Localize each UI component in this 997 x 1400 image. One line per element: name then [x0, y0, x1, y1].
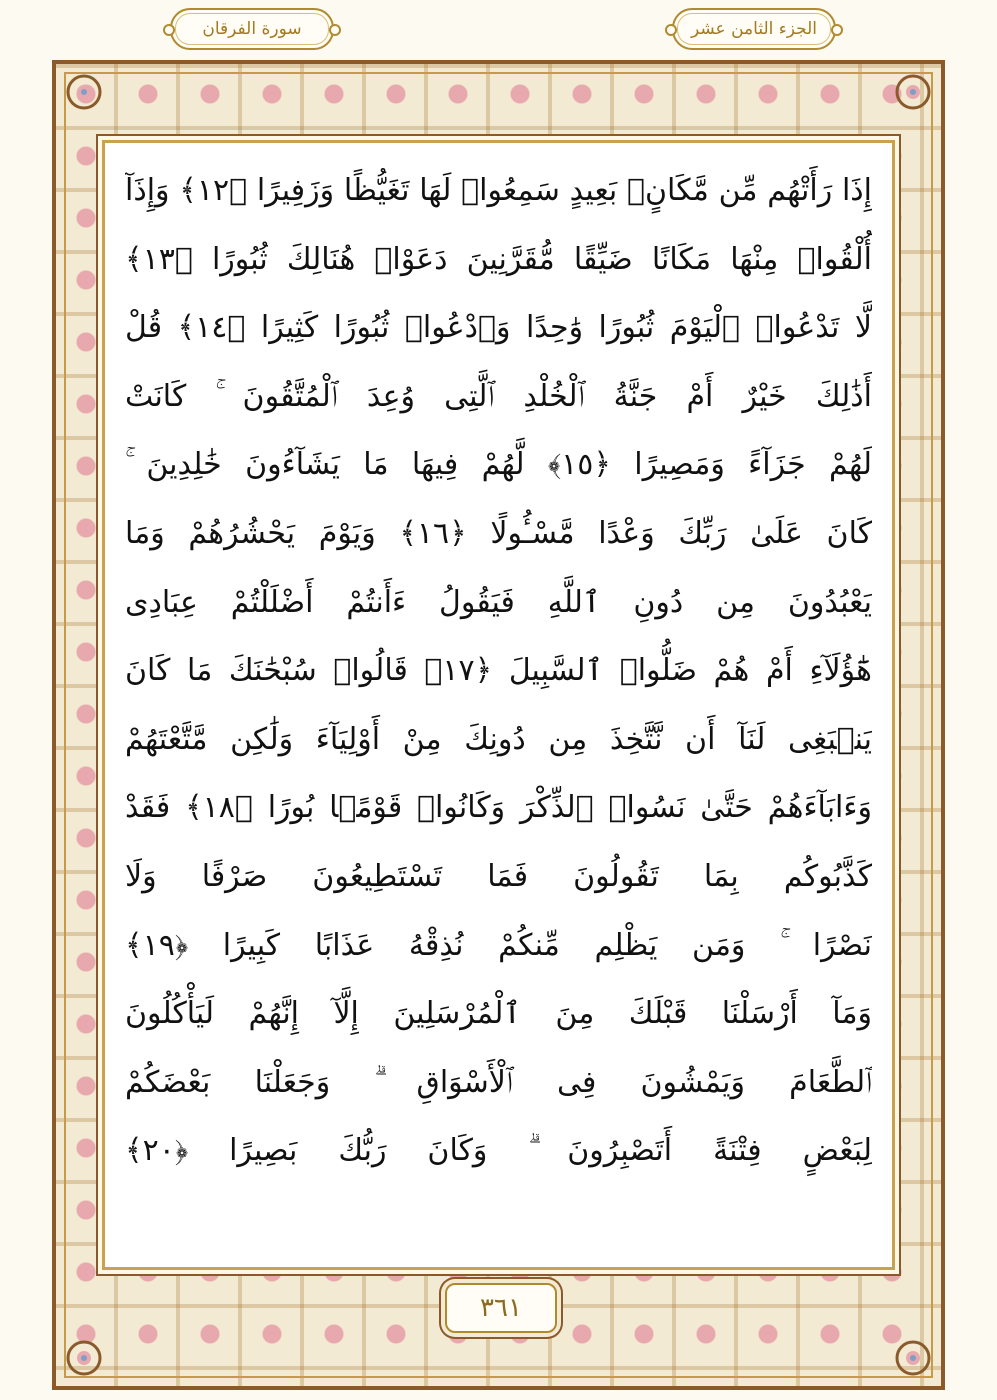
verse-line-7: يَعْبُدُونَ مِن دُونِ ٱللَّهِ فَيَقُولُ ءَأَنتُمْ أَضْلَلْتُمْ عِبَادِى [125, 584, 872, 620]
page-number: ٣٦١ [445, 1283, 557, 1333]
verse-line-9: يَنۢبَغِى لَنَآ أَن نَّتَّخِذَ مِن دُونِكَ مِنْ أَوْلِيَآءَ وَلَٰكِن مَّتَّعْتَهُمْ [125, 721, 872, 757]
verse-line-13: وَمَآ أَرْسَلْنَا قَبْلَكَ مِنَ ٱلْمُرْسَلِينَ إِلَّآ إِنَّهُمْ لَيَأْكُلُونَ [125, 996, 872, 1032]
corner-ornament-icon [891, 70, 935, 114]
verse-line-8: هَٰٓؤُلَآءِ أَمْ هُمْ ضَلُّوا۟ ٱلسَّبِيلَ ﴿١٧﴾ قَالُوا۟ سُبْحَٰنَكَ مَا كَانَ [125, 653, 872, 689]
verse-line-4: أَذَٰلِكَ خَيْرٌ أَمْ جَنَّةُ ٱلْخُلْدِ ٱلَّتِى وُعِدَ ٱلْمُتَّقُونَ ۚ كَانَتْ [125, 378, 872, 414]
surah-name-label: سورة الفرقان [170, 8, 334, 50]
verse-line-3: لَّا تَدْعُوا۟ ٱلْيَوْمَ ثُبُورًا وَٰحِدًا وَٱدْعُوا۟ ثُبُورًا كَثِيرًا ﴿١٤﴾ قُلْ [125, 310, 872, 346]
verse-lines [125, 157, 872, 1186]
quran-text-panel [102, 140, 895, 1270]
verse-line-15: لِبَعْضٍ فِتْنَةً أَتَصْبِرُونَ ۗ وَكَانَ رَبُّكَ بَصِيرًا ﴿٢٠﴾ [125, 1133, 872, 1169]
verse-line-12: نَصْرًا ۚ وَمَن يَظْلِم مِّنكُمْ نُذِقْهُ عَذَابًا كَبِيرًا ﴿١٩﴾ [125, 927, 872, 963]
corner-ornament-icon [62, 70, 106, 114]
verse-line-11: كَذَّبُوكُم بِمَا تَقُولُونَ فَمَا تَسْتَطِيعُونَ صَرْفًا وَلَا [125, 858, 872, 894]
corner-ornament-icon [891, 1336, 935, 1380]
verse-line-6: كَانَ عَلَىٰ رَبِّكَ وَعْدًا مَّسْـُٔولًا ﴿١٦﴾ وَيَوْمَ يَحْشُرُهُمْ وَمَا [125, 515, 872, 551]
verse-line-14: ٱلطَّعَامَ وَيَمْشُونَ فِى ٱلْأَسْوَاقِ ۗ وَجَعَلْنَا بَعْضَكُمْ [125, 1064, 872, 1100]
verse-line-5: لَهُمْ جَزَآءً وَمَصِيرًا ﴿١٥﴾ لَّهُمْ فِيهَا مَا يَشَآءُونَ خَٰلِدِينَ ۚ [125, 447, 872, 483]
verse-line-1: إِذَا رَأَتْهُم مِّن مَّكَانٍۭ بَعِيدٍ سَمِعُوا۟ لَهَا تَغَيُّظًا وَزَفِيرًا ﴿١٢﴾ وَإِذَآ [125, 173, 872, 208]
juz-name-label: الجزء الثامن عشر [672, 8, 836, 50]
verse-line-10: وَءَابَآءَهُمْ حَتَّىٰ نَسُوا۟ ٱلذِّكْرَ وَكَانُوا۟ قَوْمًۢا بُورًا ﴿١٨﴾ فَقَدْ [125, 790, 872, 826]
corner-ornament-icon [62, 1336, 106, 1380]
verse-line-2: أُلْقُوا۟ مِنْهَا مَكَانًا ضَيِّقًا مُّقَرَّنِينَ دَعَوْا۟ هُنَالِكَ ثُبُورًا ﴿١٣﴾ [125, 241, 872, 277]
